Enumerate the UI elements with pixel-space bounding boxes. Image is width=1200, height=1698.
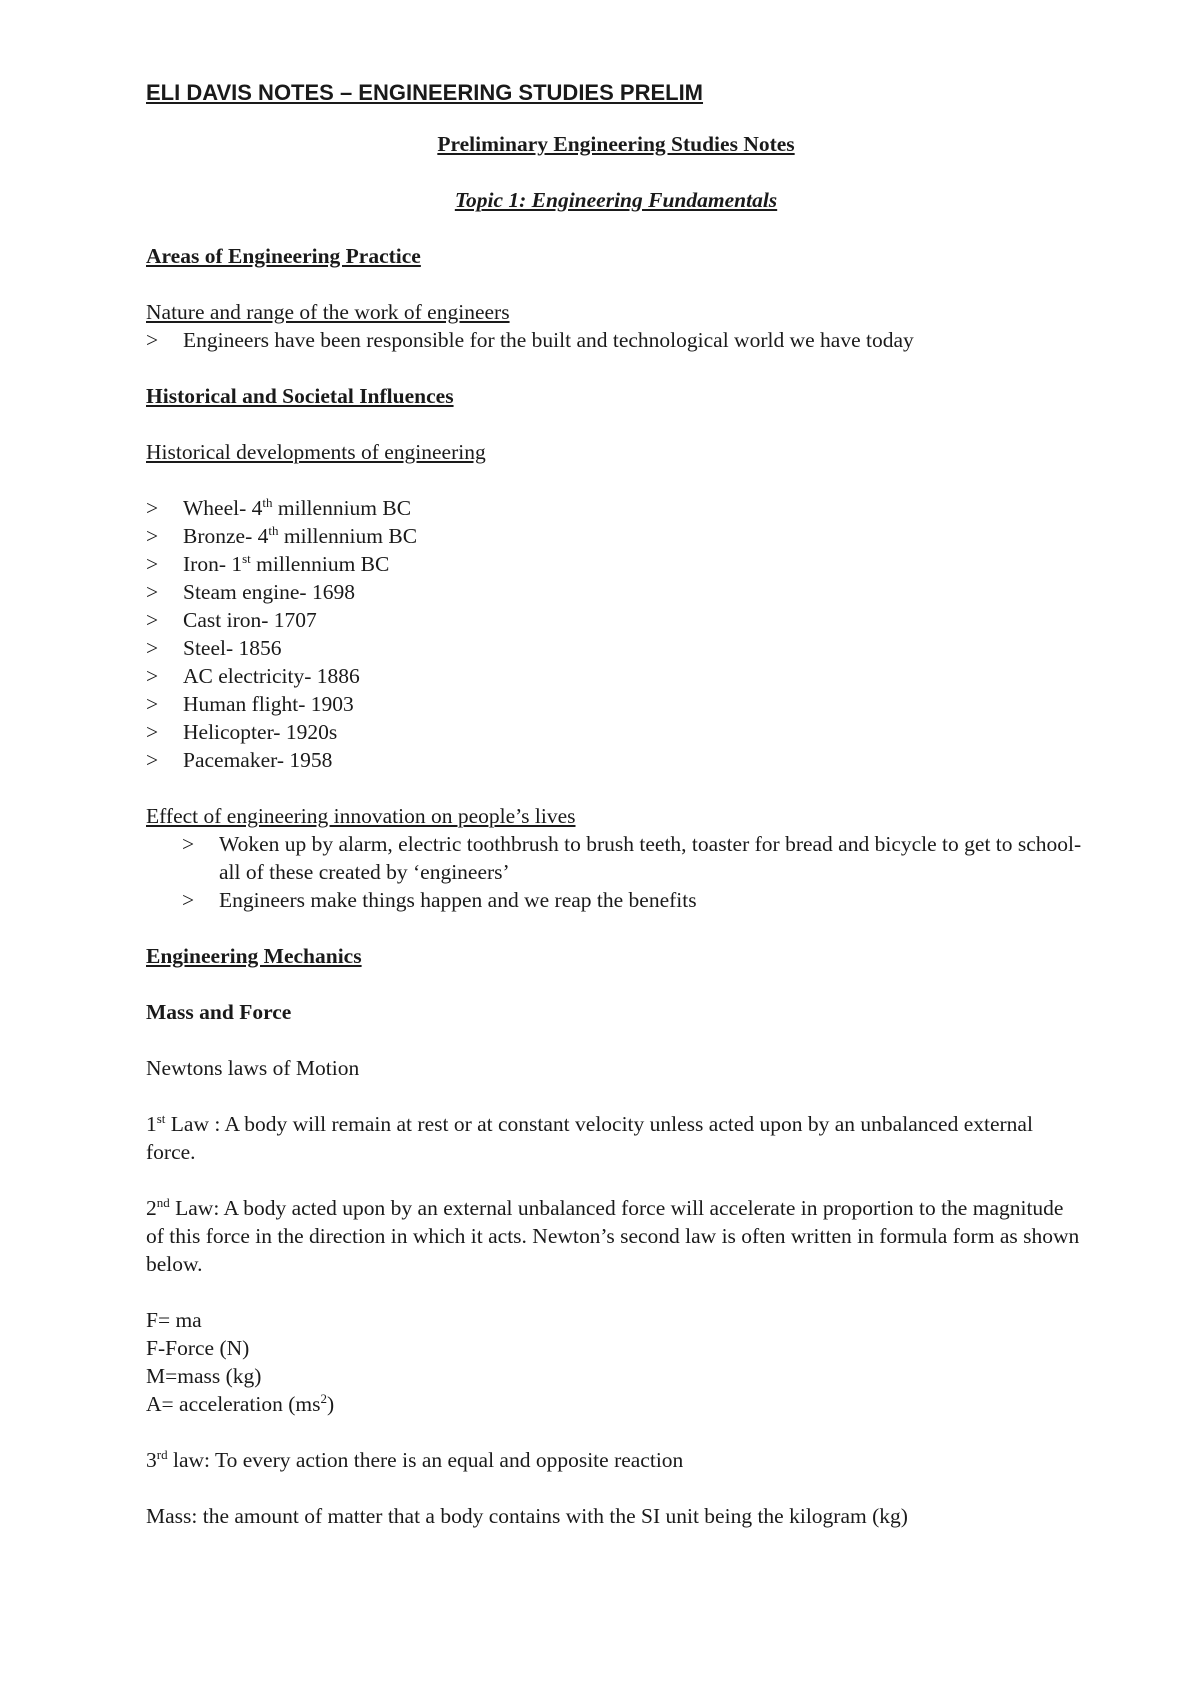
formula-line: F-Force (N) [146, 1336, 250, 1360]
notes-heading: Preliminary Engineering Studies Notes [437, 132, 795, 156]
bullet-marker: > [146, 636, 159, 660]
formula-line-acceleration [146, 1390, 1086, 1418]
law-number: 1 [146, 1112, 157, 1136]
exponent: 2 [320, 1390, 327, 1406]
history-item-text: Wheel- 4 [183, 496, 263, 520]
newton-second-law [146, 1194, 1086, 1278]
history-list [146, 494, 1086, 774]
law-number: 2 [146, 1196, 157, 1220]
ordinal-suffix: rd [156, 1446, 168, 1462]
section-heading-areas: Areas of Engineering Practice [146, 244, 421, 268]
history-item [146, 718, 1086, 746]
law-text: Law: A body acted upon by an external unbalanced force will accelerate in proportion to the magnitude of this force in the direction in which it acts. Newton’s second law is often written in formula form as shown below. [146, 1196, 1080, 1276]
document-title: ELI DAVIS NOTES – ENGINEERING STUDIES PRELIM [146, 80, 704, 105]
history-item-text: Iron- 1 [183, 552, 243, 576]
bullet-marker: > [146, 748, 159, 772]
history-item-text: Steel- 1856 [183, 636, 282, 660]
list-item-text: Woken up by alarm, electric toothbrush to brush teeth, toaster for bread and bicycle to get to school- all of these created by ‘engineers’ [219, 832, 1082, 884]
ordinal-suffix: st [242, 550, 251, 566]
subheading-mass-force: Mass and Force [146, 1000, 292, 1024]
history-item-text: AC electricity- 1886 [183, 664, 360, 688]
history-item [146, 522, 1086, 550]
subheading-effect-innovation: Effect of engineering innovation on people’s lives [146, 804, 576, 828]
list-item-text: Engineers have been responsible for the built and technological world we have today [183, 328, 914, 352]
list-item [146, 326, 1086, 354]
ordinal-suffix: th [262, 494, 273, 510]
section-heading-mechanics: Engineering Mechanics [146, 944, 362, 968]
history-item-text: Cast iron- 1707 [183, 608, 317, 632]
formula-text-end: ) [327, 1392, 335, 1416]
bullet-marker: > [146, 608, 159, 632]
bullet-marker: > [182, 888, 195, 912]
newton-first-law [146, 1110, 1086, 1166]
bullet-marker: > [146, 524, 159, 548]
bullet-marker: > [146, 720, 159, 744]
history-item [146, 606, 1086, 634]
document-content [146, 74, 1086, 1530]
history-item [146, 550, 1086, 578]
history-item-text: Helicopter- 1920s [183, 720, 338, 744]
formula-line: F= ma [146, 1308, 202, 1332]
list-item [146, 886, 1086, 914]
history-item-text-end: millennium BC [272, 496, 412, 520]
history-item-text-end: millennium BC [250, 552, 390, 576]
ordinal-suffix: th [268, 522, 279, 538]
history-item-text: Human flight- 1903 [183, 692, 354, 716]
history-item [146, 690, 1086, 718]
history-item [146, 662, 1086, 690]
bullet-marker: > [182, 832, 195, 856]
subheading-nature-range: Nature and range of the work of engineers [146, 300, 510, 324]
mass-definition: Mass: the amount of matter that a body contains with the SI unit being the kilogram (kg) [146, 1504, 908, 1528]
ordinal-suffix: nd [156, 1194, 170, 1210]
history-item [146, 494, 1086, 522]
history-item-text: Bronze- 4 [183, 524, 269, 548]
history-item [146, 746, 1086, 774]
bullet-marker: > [146, 664, 159, 688]
topic-heading: Topic 1: Engineering Fundamentals [454, 188, 778, 212]
history-item [146, 578, 1086, 606]
list-item-text: Engineers make things happen and we reap the benefits [219, 888, 697, 912]
history-item-text-end: millennium BC [278, 524, 418, 548]
subheading-historical-developments: Historical developments of engineering [146, 440, 486, 464]
law-text: law: To every action there is an equal and opposite reaction [167, 1448, 684, 1472]
section-heading-historical: Historical and Societal Influences [146, 384, 454, 408]
history-item [146, 634, 1086, 662]
bullet-marker: > [146, 328, 159, 352]
list-item [146, 830, 1086, 886]
bullet-marker: > [146, 580, 159, 604]
law-number: 3 [146, 1448, 157, 1472]
bullet-marker: > [146, 496, 159, 520]
formula-line: M=mass (kg) [146, 1364, 262, 1388]
newton-third-law [146, 1446, 1086, 1474]
newton-laws-title: Newtons laws of Motion [146, 1056, 360, 1080]
history-item-text: Pacemaker- 1958 [183, 748, 333, 772]
bullet-marker: > [146, 692, 159, 716]
history-item-text: Steam engine- 1698 [183, 580, 355, 604]
formula-text: A= acceleration (ms [146, 1392, 321, 1416]
law-text: Law : A body will remain at rest or at constant velocity unless acted upon by an unbalanced external force. [146, 1112, 1033, 1164]
ordinal-suffix: st [156, 1110, 166, 1126]
bullet-marker: > [146, 552, 159, 576]
